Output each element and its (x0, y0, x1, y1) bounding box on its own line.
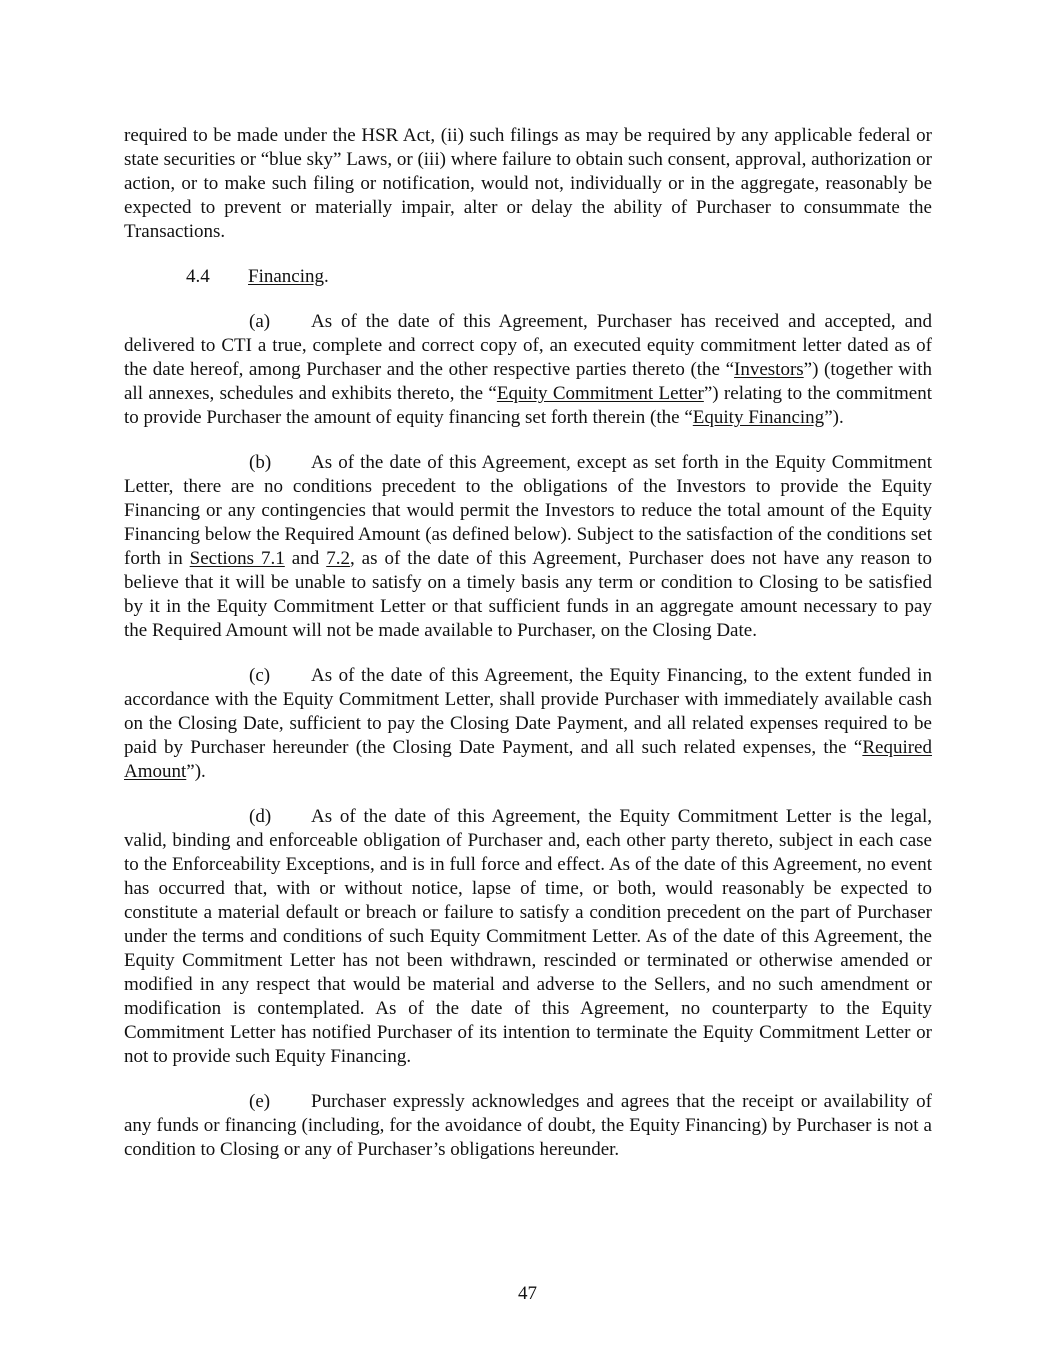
paragraph-e-text: Purchaser expressly acknowledges and agrees that the receipt or availability of any funds or financing (including, for the avoidance of doubt, the Equity Financing) by Purchaser is not a condition to Closing or any of Purchaser’s obligations hereunder. (124, 1091, 932, 1160)
paragraph-d-text: As of the date of this Agreement, the Equity Commitment Letter is the legal, valid, binding and enforceable obligation of Purchaser and, each other party thereto, subject in each case to the Enforceability Exceptions, and is in full force and effect. As of the date of this Agreement, no event has occurred that, with or without notice, lapse of time, or both, would reasonably be expected to constitute a material default or breach or failure to satisfy a condition precedent on the part of Purchaser under the terms and conditions of such Equity Commitment Letter. As of the date of this Agreement, the Equity Commitment Letter has not been withdrawn, rescinded or terminated or otherwise amended or modified in any respect that would be material and adverse to the Sellers, and no such amendment or modification is contemplated. As of the date of this Agreement, no counterparty to the Equity Commitment Letter has notified Purchaser of its intention to terminate the Equity Commitment Letter or not to provide such Equity Financing. (124, 806, 932, 1067)
paragraph-d-label: (d) (249, 806, 272, 827)
paragraph-b-text-1: As of the date of this Agreement, except as set forth in the Equity Commitment Letter, there are no conditions precedent to the obligations of the Investors to provide the Equity Financing or any contingencies that would permit the Investors to reduce the total amount of the Equity Financing below the Required Amount (as defined below). Subject to the satisfaction of the conditions set forth in (124, 452, 932, 569)
defined-term-equity-commitment-letter: Equity Commitment Letter (496, 383, 704, 404)
paragraph-a-label: (a) (249, 311, 271, 332)
paragraph-c-text-2: ”). (186, 761, 206, 782)
paragraph-d (124, 805, 932, 1069)
defined-term-equity-financing: Equity Financing (692, 407, 825, 428)
document-page (124, 124, 932, 1162)
intro-paragraph (124, 124, 932, 244)
section-title: Financing (248, 266, 324, 287)
paragraph-a-text-3: ”) relating to the commitment to provide Purchaser the amount of equity financing set forth therein (the “ (124, 383, 932, 428)
section-heading (124, 265, 932, 289)
section-number: 4.4 (186, 266, 210, 287)
paragraph-b-label: (b) (249, 452, 272, 473)
paragraph-a-text-2: ”) (together with all annexes, schedules and exhibits thereto, the “ (124, 359, 932, 404)
intro-text: required to be made under the HSR Act, (ii) such filings as may be required by any applicable federal or state securities or “blue sky” Laws, or (iii) where failure to obtain such consent, approval, authorization or action, or to make such filing or notification, would not, individually or in the aggregate, reasonably be expected to prevent or materially impair, alter or delay the ability of Purchaser to consummate the Transactions. (124, 125, 932, 242)
paragraph-a-text-4: ”). (824, 407, 844, 428)
paragraph-b-text-3: , as of the date of this Agreement, Purchaser does not have any reason to believe that it will be unable to satisfy on a timely basis any term or condition to Closing to be satisfied by it in the Equity Commitment Letter or that sufficient funds in an aggregate amount necessary to pay the Required Amount will not be made available to Purchaser, on the Closing Date. (124, 548, 932, 641)
defined-term-investors: Investors (734, 359, 804, 380)
paragraph-e-label: (e) (249, 1091, 271, 1112)
paragraph-e (124, 1090, 932, 1162)
paragraph-c-text-1: As of the date of this Agreement, the Equity Financing, to the extent funded in accordance with the Equity Commitment Letter, shall provide Purchaser with immediately available cash on the Closing Date, sufficient to pay the Closing Date Payment, and all related expenses required to be paid by Purchaser hereunder (the Closing Date Payment, and all such related expenses, the “ (124, 665, 932, 758)
paragraph-b-text-2: and (284, 548, 327, 569)
paragraph-b (124, 451, 932, 643)
paragraph-c (124, 664, 932, 784)
paragraph-a-text-1: As of the date of this Agreement, Purchaser has received and accepted, and delivered to CTI a true, complete and correct copy of, an executed equity commitment letter dated as of the date hereof, among Purchaser and the other respective parties thereto (the “ (124, 311, 932, 380)
cross-reference-sections-7-1: Sections 7.1 (189, 548, 285, 569)
section-title-period: . (324, 266, 329, 287)
defined-term-required-amount: Required Amount (124, 737, 932, 782)
paragraph-a (124, 310, 932, 430)
page-number: 47 (518, 1283, 537, 1304)
paragraph-c-label: (c) (249, 665, 271, 686)
cross-reference-7-2: 7.2 (326, 548, 350, 569)
